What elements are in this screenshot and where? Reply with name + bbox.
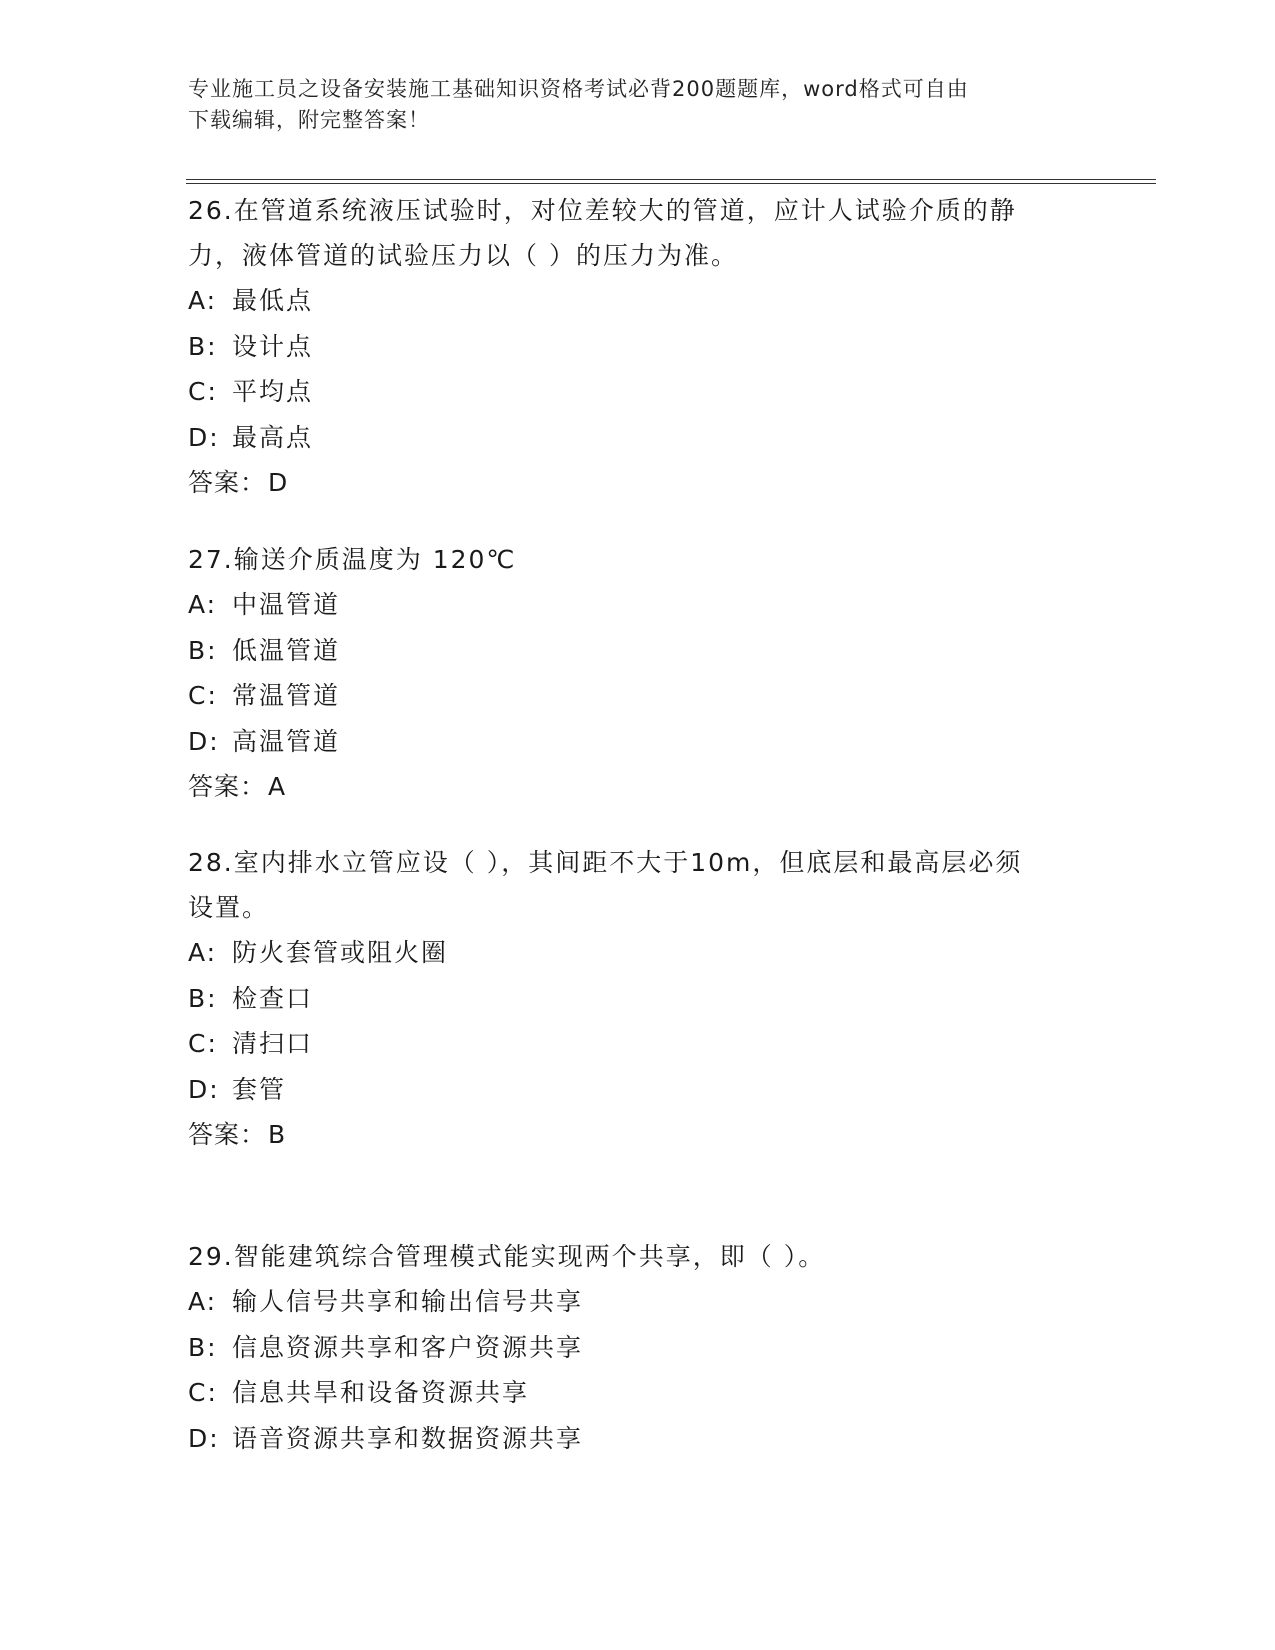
option-a	[188, 1279, 1118, 1325]
option-d	[188, 1416, 1118, 1462]
option-letter: A:	[188, 590, 218, 619]
answer-value: B	[268, 1120, 287, 1149]
header-divider-top	[186, 179, 1156, 180]
option-letter: D:	[188, 1074, 220, 1104]
option-letter: D:	[188, 726, 220, 756]
option-text: 清扫口	[232, 1029, 314, 1058]
question-stem	[188, 188, 1118, 278]
stem-line: 28.室内排水立管应设（ ），其间距不大于10m，但底层和最高层必须	[188, 848, 1023, 877]
option-letter: A:	[188, 286, 218, 315]
option-text: 低温管道	[232, 635, 341, 665]
option-letter: D:	[188, 1423, 220, 1453]
option-b	[188, 976, 1118, 1022]
option-text: 设计点	[232, 331, 314, 361]
option-d	[188, 415, 1118, 461]
document-header	[188, 74, 1088, 136]
option-letter: A:	[188, 938, 218, 967]
option-c	[188, 1370, 1118, 1416]
header-line-1: 专业施工员之设备安装施工基础知识资格考试必背200题题库，word格式可自由	[188, 77, 969, 101]
question-29	[188, 1234, 1118, 1461]
option-text: 平均点	[232, 377, 314, 406]
option-b	[188, 1325, 1118, 1371]
option-text: 中温管道	[232, 590, 341, 619]
answer-value: A	[268, 772, 287, 801]
option-a	[188, 278, 1118, 324]
option-letter: B:	[188, 635, 218, 665]
option-b	[188, 324, 1118, 370]
option-letter: B:	[188, 1332, 218, 1362]
option-text: 检查口	[232, 983, 314, 1013]
option-b	[188, 628, 1118, 674]
option-text: 套管	[232, 1074, 287, 1104]
answer-line	[188, 460, 1118, 505]
option-a	[188, 930, 1118, 976]
option-text: 输人信号共享和输出信号共享	[232, 1287, 584, 1316]
option-d	[188, 1067, 1118, 1113]
option-text: 最高点	[232, 422, 314, 452]
option-text: 语音资源共享和数据资源共享	[232, 1423, 584, 1453]
stem-line: 力，液体管道的试验压力以（ ）的压力为准。	[188, 241, 738, 270]
question-stem	[188, 1234, 1118, 1279]
question-26	[188, 188, 1118, 505]
question-28	[188, 840, 1118, 1157]
question-stem	[188, 537, 1118, 582]
option-letter: D:	[188, 422, 220, 452]
option-letter: B:	[188, 331, 218, 361]
option-letter: C:	[188, 681, 218, 710]
option-d	[188, 719, 1118, 765]
answer-line	[188, 764, 1118, 809]
answer-label: 答案：	[188, 468, 267, 497]
option-letter: A:	[188, 1287, 218, 1316]
option-letter: C:	[188, 1378, 218, 1407]
option-letter: B:	[188, 983, 218, 1013]
option-c	[188, 369, 1118, 415]
option-letter: C:	[188, 377, 218, 406]
header-line-2: 下载编辑，附完整答案！	[188, 108, 430, 132]
option-text: 信息资源共享和客户资源共享	[232, 1332, 584, 1362]
option-c	[188, 1021, 1118, 1067]
stem-line: 29.智能建筑综合管理模式能实现两个共享，即（ ）。	[188, 1242, 826, 1271]
option-text: 常温管道	[232, 681, 341, 710]
option-a	[188, 582, 1118, 628]
header-divider-bottom	[186, 183, 1156, 184]
answer-label: 答案：	[188, 1120, 267, 1149]
question-27	[188, 537, 1118, 809]
stem-line: 27.输送介质温度为 120℃	[188, 545, 517, 574]
answer-value: D	[268, 468, 289, 497]
answer-label: 答案：	[188, 772, 267, 801]
option-c	[188, 673, 1118, 719]
stem-line: 设置。	[188, 893, 270, 922]
option-text: 高温管道	[232, 726, 341, 756]
question-stem	[188, 840, 1118, 930]
option-letter: C:	[188, 1029, 218, 1058]
option-text: 防火套管或阻火圈	[232, 938, 449, 967]
stem-line: 26.在管道系统液压试验时，对位差较大的管道，应计人试验介质的静	[188, 196, 1017, 225]
option-text: 信息共旱和设备资源共享	[232, 1378, 530, 1407]
option-text: 最低点	[232, 286, 314, 315]
answer-line	[188, 1112, 1118, 1157]
